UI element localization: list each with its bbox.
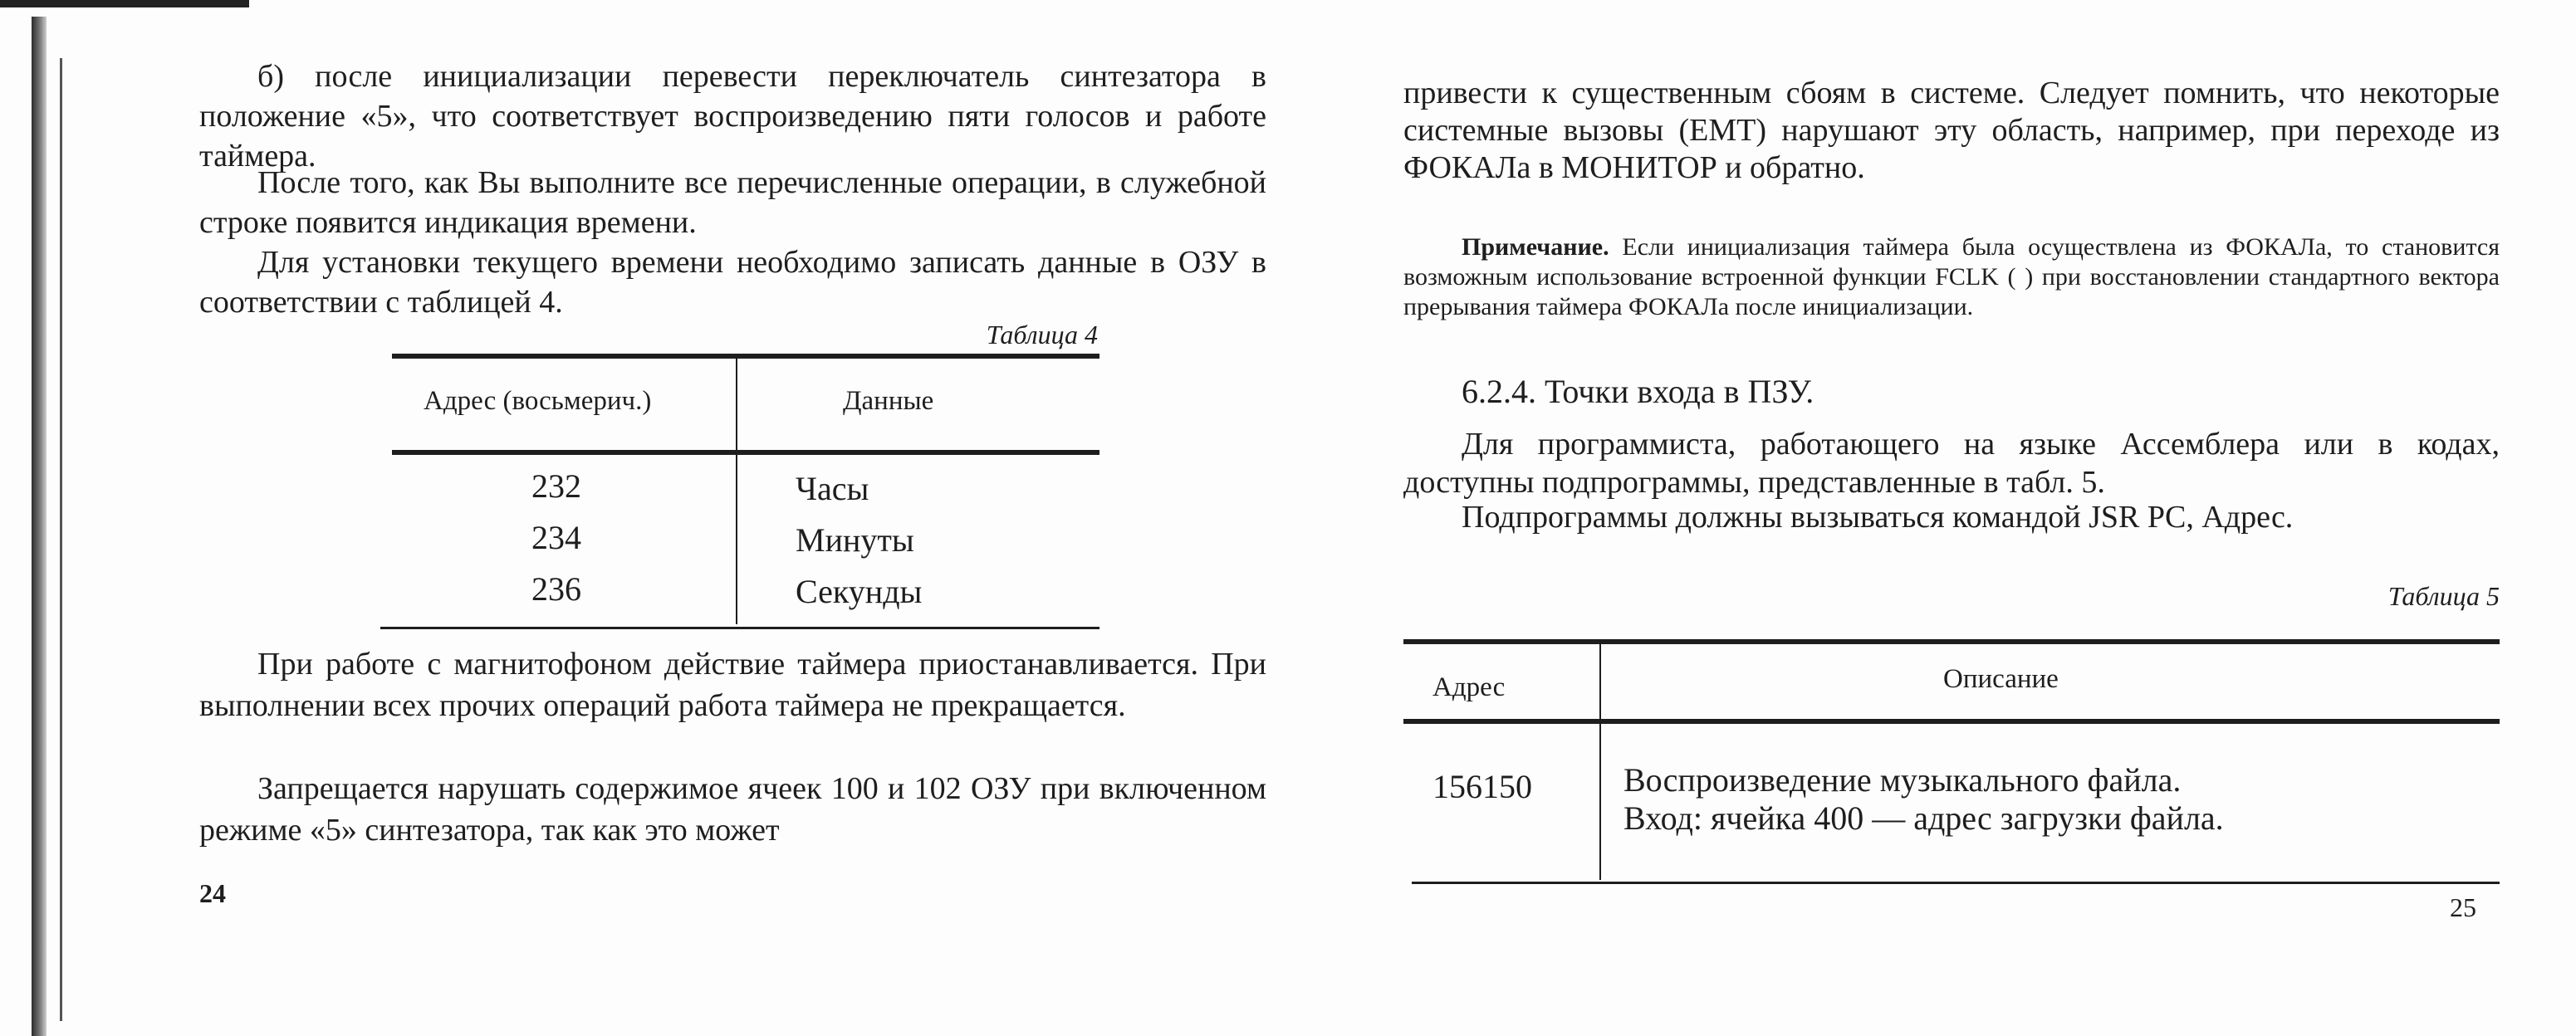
table-4-row-address: 234 <box>531 519 581 556</box>
table-5-column-divider <box>1599 644 1601 880</box>
paragraph-jsr-call: Подпрограммы должны вызываться командой JSR PC, Адрес. <box>1462 500 2294 535</box>
table-4-caption: Таблица 4 <box>986 320 1098 349</box>
page-number-left: 24 <box>199 878 226 908</box>
paragraph-init-switch: б) после инициализации перевести переключатель синтезатора в положение «5», что соответствует воспроизведению пяти голосов и работе таймера. <box>199 59 1266 173</box>
table-5-caption: Таблица 5 <box>2387 581 2500 611</box>
table-4-row-address: 236 <box>531 570 581 608</box>
page-number-right: 25 <box>2450 892 2476 922</box>
paragraph-time-indication: После того, как Вы выполните все перечисленные операции, в служебной строке появится индикация времени. <box>199 165 1266 240</box>
table-5-header-address: Адрес <box>1432 672 1506 702</box>
table-5-header-description: Описание <box>1943 664 2059 694</box>
table-5-top-rule <box>1403 639 2500 644</box>
section-heading-rom-entry-points: 6.2.4. Точки входа в ПЗУ. <box>1462 373 1814 410</box>
table-5-row-address: 156150 <box>1432 768 1532 805</box>
table-4-top-rule <box>392 354 1099 359</box>
table-4-header-rule <box>392 450 1099 455</box>
table-5-row-description-line: Воспроизведение музыкального файла. <box>1623 761 2182 799</box>
note-fclk: Примечание. Если инициализация таймера была осуществлена из ФОКАЛа, то становится возможным использование встроенной функции FCLK ( ) при восстановлении стандартного вектора прерывания таймера ФОКАЛа после инициализации. <box>1403 233 2500 320</box>
table-4-row-data: Секунды <box>796 573 923 610</box>
paragraph-system-failures: привести к существенным сбоям в системе. Следует помнить, что некоторые системные вызовы (EMT) нарушают эту область, например, при переходе из ФОКАЛа в МОНИТОР и обратно. <box>1403 76 2500 185</box>
table-4-header-address: Адрес (восьмерич.) <box>424 386 652 416</box>
table-4-row-data: Минуты <box>796 521 914 559</box>
table-5-header-rule <box>1403 719 2500 724</box>
table-4-row-data: Часы <box>796 470 869 507</box>
table-5-bottom-rule <box>1412 882 2500 884</box>
paragraph-tape-recorder: При работе с магнитофоном действие таймера приостанавливается. При выполнении всех прочих операций работа таймера не прекращается. <box>199 647 1266 723</box>
paragraph-forbidden-cells: Запрещается нарушать содержимое ячеек 100 и 102 ОЗУ при включенном режиме «5» синтезатора, так как это может <box>199 771 1266 848</box>
table-4-column-divider <box>736 359 737 624</box>
table-5-row-description-line: Вход: ячейка 400 — адрес загрузки файла. <box>1623 799 2224 837</box>
note-label: Примечание. <box>1462 233 1609 261</box>
right-page <box>1362 0 2576 1036</box>
paragraph-assembler-subroutines: Для программиста, работающего на языке Ассемблера или в кодах, доступны подпрограммы, представленные в табл. 5. <box>1403 427 2500 500</box>
table-4-header-data: Данные <box>843 386 934 416</box>
table-4-row-address: 232 <box>531 467 581 505</box>
paragraph-set-time: Для установки текущего времени необходимо записать данные в ОЗУ в соответствии с таблицей 4. <box>199 245 1266 320</box>
table-4-bottom-rule <box>380 627 1099 629</box>
